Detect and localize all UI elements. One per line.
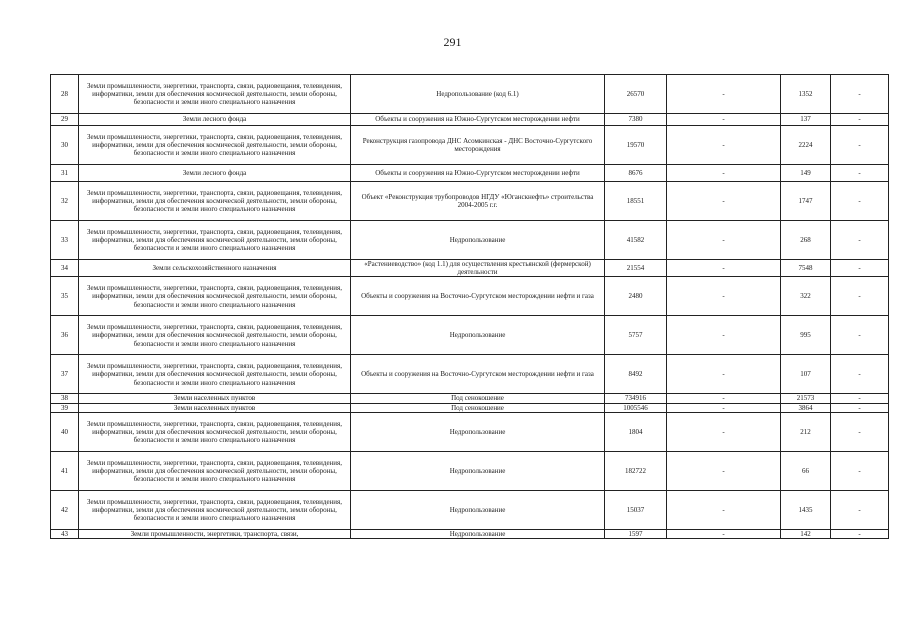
dash-cell: - bbox=[667, 403, 781, 412]
dash-cell: - bbox=[667, 114, 781, 126]
dash-cell: - bbox=[667, 75, 781, 114]
permitted-use-cell: Объекты и сооружения на Южно-Сургутском месторождении нефти bbox=[351, 165, 605, 182]
table-row bbox=[51, 412, 889, 451]
value-cell: 1747 bbox=[781, 182, 831, 221]
land-category-cell: Земли лесного фонда bbox=[79, 165, 351, 182]
permitted-use-cell: Недропользование bbox=[351, 412, 605, 451]
dash-cell: - bbox=[667, 355, 781, 394]
land-registry-table bbox=[50, 74, 889, 539]
area-cell: 8492 bbox=[605, 355, 667, 394]
dash-cell: - bbox=[831, 451, 889, 490]
area-cell: 1597 bbox=[605, 529, 667, 538]
area-cell: 734916 bbox=[605, 394, 667, 403]
dash-cell: - bbox=[667, 126, 781, 165]
area-cell: 21554 bbox=[605, 260, 667, 277]
area-cell: 8676 bbox=[605, 165, 667, 182]
table-row bbox=[51, 394, 889, 403]
permitted-use-cell: Объекты и сооружения на Восточно-Сургутском месторождении нефти и газа bbox=[351, 277, 605, 316]
row-number-cell: 35 bbox=[51, 277, 79, 316]
table-body bbox=[51, 75, 889, 539]
table-row bbox=[51, 355, 889, 394]
land-category-cell: Земли промышленности, энергетики, транспорта, связи, радиовещания, телевидения, информатики, земли для обеспечения космической деятельности, земли обороны, безопасности и земли иного специального назначения bbox=[79, 75, 351, 114]
permitted-use-cell: «Растениеводство» (код 1.1) для осуществления крестьянской (фермерской) деятельности bbox=[351, 260, 605, 277]
row-number-cell: 41 bbox=[51, 451, 79, 490]
table-row bbox=[51, 182, 889, 221]
row-number-cell: 40 bbox=[51, 412, 79, 451]
area-cell: 182722 bbox=[605, 451, 667, 490]
dash-cell: - bbox=[667, 412, 781, 451]
dash-cell: - bbox=[831, 394, 889, 403]
row-number-cell: 31 bbox=[51, 165, 79, 182]
permitted-use-cell: Недропользование bbox=[351, 529, 605, 538]
table-row bbox=[51, 165, 889, 182]
table-row bbox=[51, 114, 889, 126]
land-category-cell: Земли сельскохозяйственного назначения bbox=[79, 260, 351, 277]
dash-cell: - bbox=[831, 316, 889, 355]
land-category-cell: Земли промышленности, энергетики, транспорта, связи, радиовещания, телевидения, информатики, земли для обеспечения космической деятельности, земли обороны, безопасности и земли иного специального назначения bbox=[79, 490, 351, 529]
row-number-cell: 28 bbox=[51, 75, 79, 114]
table-row bbox=[51, 451, 889, 490]
row-number-cell: 30 bbox=[51, 126, 79, 165]
page-number: 291 bbox=[443, 35, 462, 49]
table-row bbox=[51, 277, 889, 316]
table-row bbox=[51, 126, 889, 165]
value-cell: 1352 bbox=[781, 75, 831, 114]
area-cell: 15037 bbox=[605, 490, 667, 529]
dash-cell: - bbox=[831, 260, 889, 277]
dash-cell: - bbox=[831, 221, 889, 260]
dash-cell: - bbox=[831, 277, 889, 316]
table-row bbox=[51, 316, 889, 355]
permitted-use-cell: Объекты и сооружения на Южно-Сургутском месторождении нефти bbox=[351, 114, 605, 126]
area-cell: 1005546 bbox=[605, 403, 667, 412]
permitted-use-cell: Недропользование (код 6.1) bbox=[351, 75, 605, 114]
dash-cell: - bbox=[831, 412, 889, 451]
dash-cell: - bbox=[831, 114, 889, 126]
row-number-cell: 39 bbox=[51, 403, 79, 412]
area-cell: 19570 bbox=[605, 126, 667, 165]
row-number-cell: 29 bbox=[51, 114, 79, 126]
land-category-cell: Земли промышленности, энергетики, транспорта, связи, bbox=[79, 529, 351, 538]
permitted-use-cell: Недропользование bbox=[351, 451, 605, 490]
value-cell: 137 bbox=[781, 114, 831, 126]
value-cell: 3864 bbox=[781, 403, 831, 412]
land-category-cell: Земли промышленности, энергетики, транспорта, связи, радиовещания, телевидения, информатики, земли для обеспечения космической деятельности, земли обороны, безопасности и земли иного специального назначения bbox=[79, 412, 351, 451]
permitted-use-cell: Под сенокошение bbox=[351, 394, 605, 403]
row-number-cell: 32 bbox=[51, 182, 79, 221]
value-cell: 107 bbox=[781, 355, 831, 394]
value-cell: 212 bbox=[781, 412, 831, 451]
dash-cell: - bbox=[667, 221, 781, 260]
land-category-cell: Земли промышленности, энергетики, транспорта, связи, радиовещания, телевидения, информатики, земли для обеспечения космической деятельности, земли обороны, безопасности и земли иного специального назначения bbox=[79, 355, 351, 394]
permitted-use-cell: Объекты и сооружения на Восточно-Сургутском месторождении нефти и газа bbox=[351, 355, 605, 394]
dash-cell: - bbox=[667, 451, 781, 490]
dash-cell: - bbox=[667, 394, 781, 403]
permitted-use-cell: Под сенокошение bbox=[351, 403, 605, 412]
dash-cell: - bbox=[831, 490, 889, 529]
dash-cell: - bbox=[831, 403, 889, 412]
permitted-use-cell: Недропользование bbox=[351, 316, 605, 355]
area-cell: 5757 bbox=[605, 316, 667, 355]
land-category-cell: Земли промышленности, энергетики, транспорта, связи, радиовещания, телевидения, информатики, земли для обеспечения космической деятельности, земли обороны, безопасности и земли иного специального назначения bbox=[79, 126, 351, 165]
area-cell: 26570 bbox=[605, 75, 667, 114]
dash-cell: - bbox=[831, 75, 889, 114]
permitted-use-cell: Объект «Реконструкция трубопроводов НГДУ «Юганскнефть» строительства 2004-2005 г.г. bbox=[351, 182, 605, 221]
land-category-cell: Земли населенных пунктов bbox=[79, 394, 351, 403]
land-category-cell: Земли промышленности, энергетики, транспорта, связи, радиовещания, телевидения, информатики, земли для обеспечения космической деятельности, земли обороны, безопасности и земли иного специального назначения bbox=[79, 221, 351, 260]
value-cell: 142 bbox=[781, 529, 831, 538]
table-row bbox=[51, 221, 889, 260]
dash-cell: - bbox=[667, 529, 781, 538]
dash-cell: - bbox=[831, 165, 889, 182]
permitted-use-cell: Недропользование bbox=[351, 490, 605, 529]
row-number-cell: 36 bbox=[51, 316, 79, 355]
dash-cell: - bbox=[831, 529, 889, 538]
dash-cell: - bbox=[831, 182, 889, 221]
land-category-cell: Земли лесного фонда bbox=[79, 114, 351, 126]
dash-cell: - bbox=[667, 316, 781, 355]
table-row bbox=[51, 75, 889, 114]
value-cell: 2224 bbox=[781, 126, 831, 165]
area-cell: 18551 bbox=[605, 182, 667, 221]
dash-cell: - bbox=[667, 490, 781, 529]
dash-cell: - bbox=[667, 260, 781, 277]
value-cell: 7548 bbox=[781, 260, 831, 277]
dash-cell: - bbox=[831, 126, 889, 165]
land-category-cell: Земли промышленности, энергетики, транспорта, связи, радиовещания, телевидения, информатики, земли для обеспечения космической деятельности, земли обороны, безопасности и земли иного специального назначения bbox=[79, 182, 351, 221]
table-row bbox=[51, 529, 889, 538]
table-row bbox=[51, 490, 889, 529]
dash-cell: - bbox=[667, 277, 781, 316]
value-cell: 1435 bbox=[781, 490, 831, 529]
area-cell: 7380 bbox=[605, 114, 667, 126]
row-number-cell: 33 bbox=[51, 221, 79, 260]
row-number-cell: 37 bbox=[51, 355, 79, 394]
area-cell: 41582 bbox=[605, 221, 667, 260]
permitted-use-cell: Реконструкция газопровода ДНС Асомкинская - ДНС Восточно-Сургутского месторождения bbox=[351, 126, 605, 165]
value-cell: 268 bbox=[781, 221, 831, 260]
table-row bbox=[51, 260, 889, 277]
row-number-cell: 34 bbox=[51, 260, 79, 277]
permitted-use-cell: Недропользование bbox=[351, 221, 605, 260]
land-category-cell: Земли населенных пунктов bbox=[79, 403, 351, 412]
value-cell: 149 bbox=[781, 165, 831, 182]
dash-cell: - bbox=[667, 182, 781, 221]
row-number-cell: 38 bbox=[51, 394, 79, 403]
dash-cell: - bbox=[831, 355, 889, 394]
row-number-cell: 42 bbox=[51, 490, 79, 529]
dash-cell: - bbox=[667, 165, 781, 182]
table-row bbox=[51, 403, 889, 412]
land-category-cell: Земли промышленности, энергетики, транспорта, связи, радиовещания, телевидения, информатики, земли для обеспечения космической деятельности, земли обороны, безопасности и земли иного специального назначения bbox=[79, 316, 351, 355]
value-cell: 995 bbox=[781, 316, 831, 355]
area-cell: 2480 bbox=[605, 277, 667, 316]
row-number-cell: 43 bbox=[51, 529, 79, 538]
land-category-cell: Земли промышленности, энергетики, транспорта, связи, радиовещания, телевидения, информатики, земли для обеспечения космической деятельности, земли обороны, безопасности и земли иного специального назначения bbox=[79, 451, 351, 490]
area-cell: 1804 bbox=[605, 412, 667, 451]
value-cell: 322 bbox=[781, 277, 831, 316]
land-category-cell: Земли промышленности, энергетики, транспорта, связи, радиовещания, телевидения, информатики, земли для обеспечения космической деятельности, земли обороны, безопасности и земли иного специального назначения bbox=[79, 277, 351, 316]
value-cell: 66 bbox=[781, 451, 831, 490]
value-cell: 21573 bbox=[781, 394, 831, 403]
